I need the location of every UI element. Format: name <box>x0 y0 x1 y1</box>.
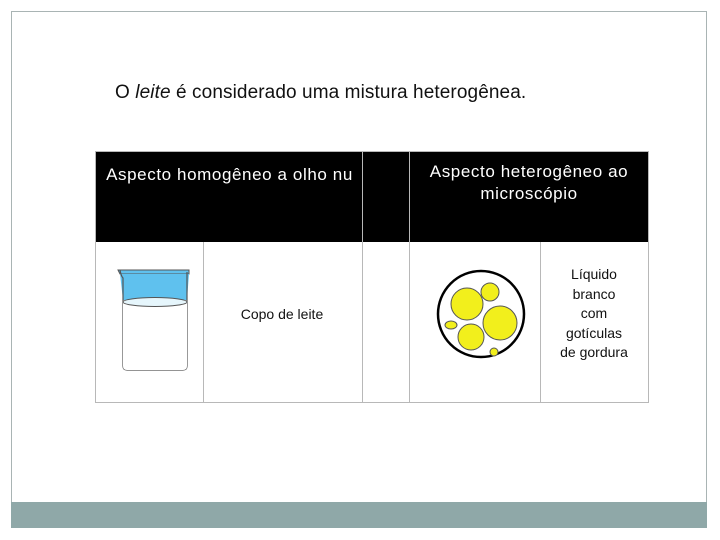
caption-line: branco <box>572 285 616 302</box>
panel-heterogeneous-header <box>410 152 648 242</box>
microscope-view-icon <box>436 268 526 360</box>
droplet-medium <box>458 324 484 350</box>
headline-emphasis: leite <box>135 82 171 103</box>
caption-line: gotículas <box>565 324 623 341</box>
footer-bar <box>11 502 707 528</box>
beaker-milk <box>123 303 187 370</box>
droplet-tiny <box>445 321 457 329</box>
panel-spacer-header <box>363 152 410 242</box>
droplet-large <box>483 306 517 340</box>
caption-line: de gordura <box>560 344 628 360</box>
headline-suffix: é considerado uma mistura heterogênea. <box>170 82 527 103</box>
beaker-glass-tint <box>120 274 189 300</box>
panel-homogeneous-title: Aspecto homogêneo a olho nu <box>106 165 353 184</box>
panel-divider <box>203 242 204 402</box>
caption-copo-de-leite: Copo de leite <box>240 306 324 322</box>
caption-liquido-branco <box>544 265 644 363</box>
panel-spacer <box>362 151 411 403</box>
droplet-small <box>481 283 499 301</box>
droplet-large <box>451 288 483 320</box>
panel-homogeneous-header <box>96 152 363 242</box>
beaker-icon <box>117 268 192 373</box>
milk-surface <box>123 298 187 307</box>
headline-prefix: O <box>115 82 136 103</box>
panel-divider <box>540 242 541 402</box>
caption-line: Líquido <box>571 266 617 282</box>
droplet-tiny <box>490 348 498 356</box>
caption-line: com <box>580 305 608 321</box>
panel-heterogeneous-title: Aspecto heterogêneo ao microscópio <box>429 162 629 203</box>
beaker-rim <box>118 270 189 274</box>
headline <box>115 82 526 104</box>
